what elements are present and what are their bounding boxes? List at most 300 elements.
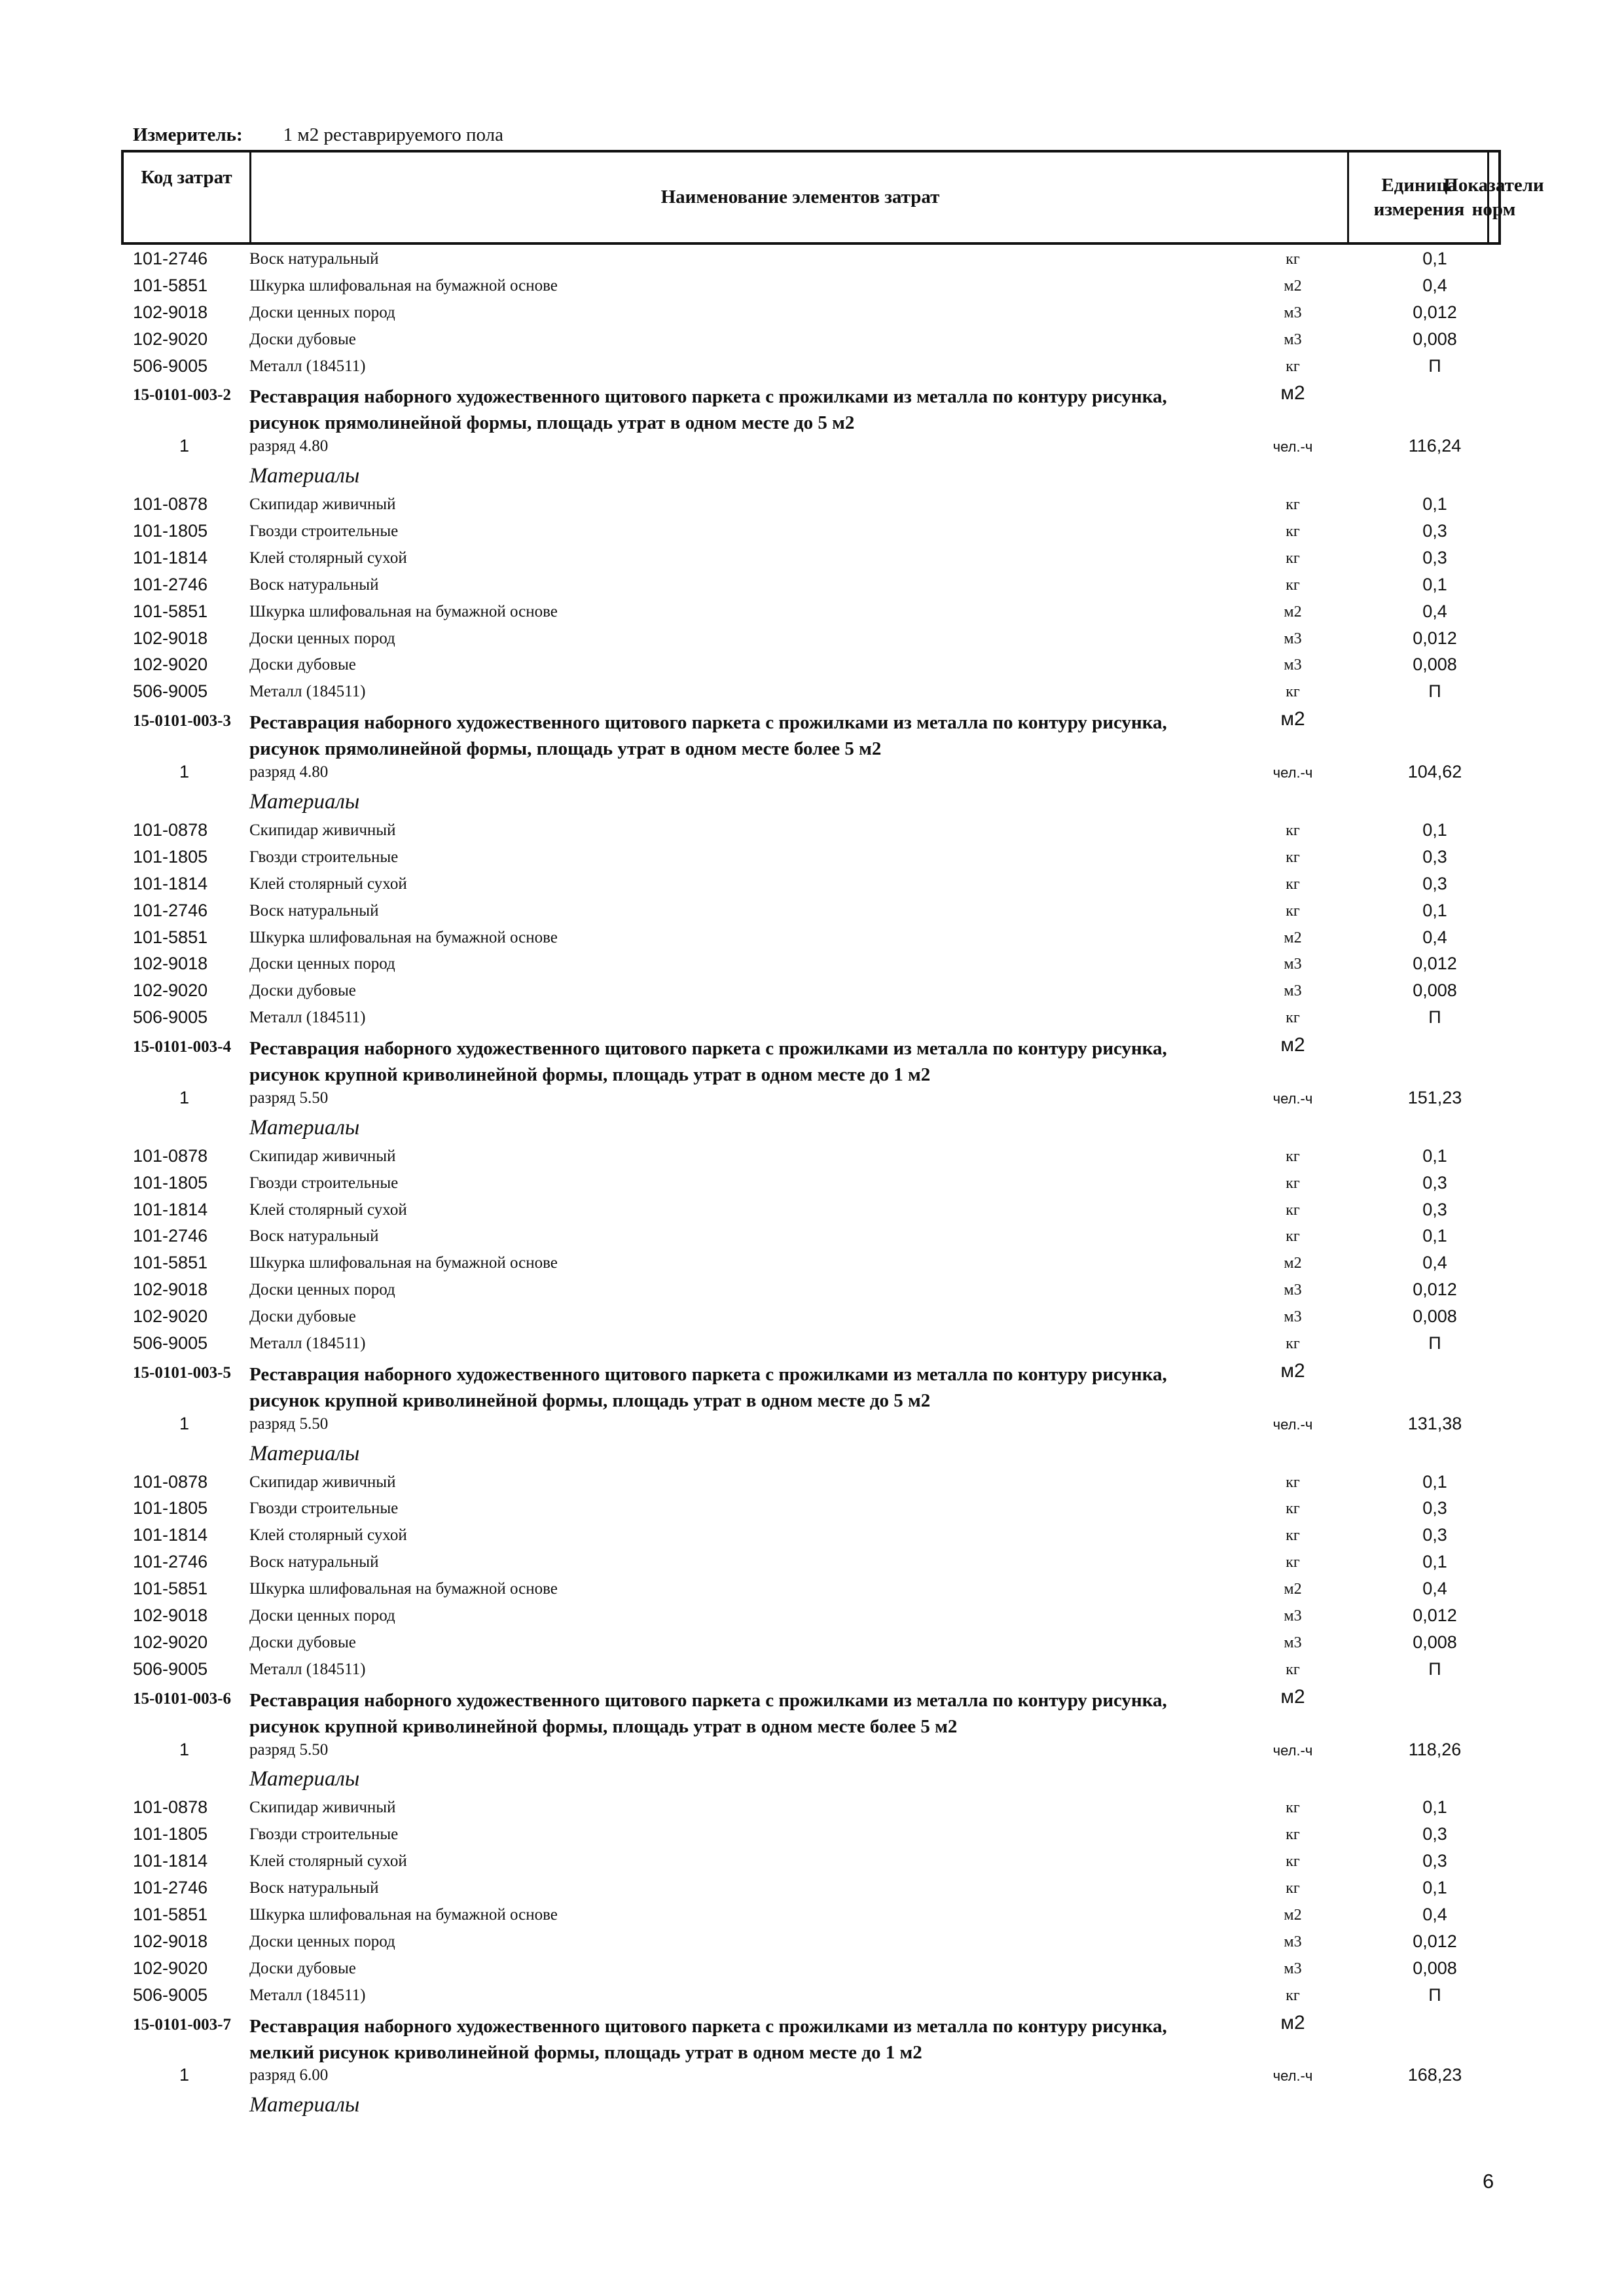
- table-row: [0, 626, 1624, 653]
- row-norm: 0,4: [1422, 1904, 1447, 1924]
- row-norm: 0,3: [1422, 1851, 1447, 1871]
- row-unit: кг: [1286, 576, 1300, 594]
- table-row: [0, 1304, 1624, 1331]
- row-norm: 0,012: [1413, 628, 1457, 648]
- row-unit: м2: [1280, 708, 1305, 730]
- row-unit: м3: [1284, 1933, 1302, 1950]
- table-row: [0, 1576, 1624, 1603]
- row-code: 101-2746: [133, 1226, 208, 1246]
- row-unit: м2: [1284, 603, 1302, 620]
- row-name: разряд 5.50: [249, 1088, 329, 1107]
- header-norm: Показатели норм: [1487, 152, 1498, 242]
- row-code: 102-9020: [133, 1306, 208, 1327]
- materials-heading: Материалы: [249, 2093, 360, 2117]
- row-name: Воск натуральный: [249, 1227, 379, 1246]
- row-unit: кг: [1286, 902, 1300, 920]
- row-unit: кг: [1286, 1986, 1300, 2004]
- labor-row: [0, 1411, 1624, 1438]
- table-row: [0, 1821, 1624, 1848]
- row-code: 15-0101-003-2: [133, 386, 231, 404]
- row-code: 101-1814: [133, 547, 208, 567]
- table-row: [0, 1549, 1624, 1576]
- row-norm: 0,008: [1413, 329, 1457, 349]
- table-body: [0, 246, 1624, 2121]
- row-unit: м2: [1284, 1255, 1302, 1272]
- row-name: Клей столярный сухой: [249, 1852, 407, 1871]
- row-unit: кг: [1286, 1500, 1300, 1518]
- row-unit: кг: [1286, 683, 1300, 701]
- row-norm: 0,1: [1422, 494, 1447, 514]
- section-row: [0, 380, 1624, 433]
- row-code: 101-5851: [133, 1904, 208, 1924]
- row-name: Скипидар живичный: [249, 1799, 396, 1817]
- row-unit: м2: [1284, 277, 1302, 295]
- row-code: 101-1805: [133, 846, 208, 867]
- row-unit: кг: [1286, 848, 1300, 866]
- row-name: Доски дубовые: [249, 1633, 356, 1651]
- row-name: Металл (184511): [249, 1986, 366, 2004]
- row-unit: чел.-ч: [1272, 1416, 1313, 1433]
- row-code: 101-5851: [133, 275, 208, 295]
- row-unit: м2: [1280, 382, 1305, 404]
- row-code: 506-9005: [133, 1984, 208, 2005]
- row-code: 101-2746: [133, 249, 208, 268]
- table-header: [121, 150, 1544, 245]
- row-unit: м3: [1284, 1960, 1302, 1977]
- table-row: [0, 492, 1624, 518]
- materials-heading-row: [0, 1763, 1624, 1795]
- table-row: [0, 572, 1624, 599]
- row-unit: м3: [1284, 1634, 1302, 1651]
- row-norm: 0,3: [1422, 521, 1447, 541]
- row-code: 101-2746: [133, 1878, 208, 1898]
- row-code: 101-1814: [133, 1525, 208, 1545]
- materials-heading: Материалы: [249, 1115, 360, 1139]
- table-row: [0, 1929, 1624, 1956]
- row-code: 1: [179, 2065, 190, 2085]
- row-name: Доски ценных пород: [249, 1932, 395, 1950]
- row-unit: кг: [1286, 1853, 1300, 1871]
- materials-heading: Материалы: [249, 1767, 360, 1791]
- row-norm: 0,1: [1422, 1226, 1447, 1246]
- row-norm: П: [1428, 355, 1441, 376]
- row-code: 101-0878: [133, 1145, 208, 1166]
- row-name: Металл (184511): [249, 1009, 366, 1027]
- row-norm: 0,4: [1422, 927, 1447, 947]
- row-name: Реставрация наборного художественного щитового паркета с прожилками из металла по контуру рисунка, мелкий рисунок криволинейной формы, площадь утрат в одном месте до 1 м2: [249, 2015, 1167, 2063]
- row-name: Металл (184511): [249, 683, 366, 701]
- row-code: 506-9005: [133, 1007, 208, 1028]
- row-name: Клей столярный сухой: [249, 1200, 407, 1219]
- section-row: [0, 1683, 1624, 1737]
- row-code: 1: [179, 1739, 190, 1759]
- table-row: [0, 951, 1624, 978]
- row-unit: м3: [1284, 1308, 1302, 1326]
- row-norm: 0,3: [1422, 846, 1447, 867]
- labor-row: [0, 2062, 1624, 2089]
- table-row: [0, 1522, 1624, 1549]
- row-code: 101-2746: [133, 574, 208, 594]
- section-row: [0, 706, 1624, 759]
- table-row: [0, 898, 1624, 925]
- row-code: 1: [179, 436, 190, 456]
- row-code: 102-9018: [133, 1280, 208, 1300]
- row-code: 15-0101-003-6: [133, 1689, 231, 1708]
- table-row: [0, 1005, 1624, 1031]
- row-unit: чел.-ч: [1272, 2068, 1313, 2085]
- row-name: Скипидар живичный: [249, 1147, 396, 1165]
- row-norm: 0,1: [1422, 900, 1447, 920]
- row-code: 101-0878: [133, 494, 208, 514]
- page-number: 6: [1483, 2170, 1494, 2193]
- row-norm: 0,008: [1413, 1632, 1457, 1652]
- row-code: 506-9005: [133, 1333, 208, 1353]
- materials-heading: Материалы: [249, 1441, 360, 1465]
- row-code: 506-9005: [133, 1659, 208, 1679]
- row-name: Доски ценных пород: [249, 303, 395, 321]
- materials-heading: Материалы: [249, 789, 360, 814]
- row-unit: кг: [1286, 821, 1300, 839]
- table-row: [0, 1956, 1624, 1982]
- row-norm: 0,4: [1422, 601, 1447, 621]
- row-norm: 0,4: [1422, 1579, 1447, 1599]
- row-code: 15-0101-003-7: [133, 2015, 231, 2034]
- table-row: [0, 353, 1624, 380]
- row-norm: 0,1: [1422, 1878, 1447, 1898]
- row-norm: 0,008: [1413, 980, 1457, 1001]
- row-code: 101-5851: [133, 927, 208, 947]
- row-name: Скипидар живичный: [249, 495, 396, 514]
- row-unit: чел.-ч: [1272, 1742, 1313, 1759]
- row-unit: кг: [1286, 1473, 1300, 1491]
- row-code: 102-9020: [133, 655, 208, 675]
- table-row: [0, 1277, 1624, 1304]
- row-name: Реставрация наборного художественного щитового паркета с прожилками из металла по контуру рисунка, рисунок крупной криволинейной формы, площадь утрат в одном месте до 5 м2: [249, 1363, 1167, 1411]
- row-code: 101-1814: [133, 873, 208, 893]
- row-norm: 0,012: [1413, 302, 1457, 322]
- row-name: Гвозди строительные: [249, 1499, 399, 1518]
- table-row: [0, 978, 1624, 1005]
- table-row: [0, 1795, 1624, 1821]
- row-name: Реставрация наборного художественного щитового паркета с прожилками из металла по контуру рисунка, рисунок крупной криволинейной формы, площадь утрат в одном месте до 1 м2: [249, 1038, 1167, 1086]
- row-norm: 0,3: [1422, 1172, 1447, 1193]
- table-row: [0, 652, 1624, 679]
- row-code: 102-9020: [133, 980, 208, 1001]
- row-code: 1: [179, 1087, 190, 1107]
- row-name: Реставрация наборного художественного щитового паркета с прожилками из металла по контуру рисунка, рисунок прямолинейной формы, площадь утрат в одном месте более 5 м2: [249, 712, 1167, 760]
- row-name: Воск натуральный: [249, 901, 379, 920]
- row-unit: кг: [1286, 1228, 1300, 1246]
- row-name: Воск натуральный: [249, 1553, 379, 1571]
- table-row: [0, 1170, 1624, 1197]
- row-code: 102-9018: [133, 954, 208, 974]
- row-code: 506-9005: [133, 681, 208, 702]
- table-row: [0, 871, 1624, 898]
- row-unit: кг: [1286, 1174, 1300, 1192]
- materials-heading-row: [0, 460, 1624, 492]
- row-name: Скипидар живичный: [249, 1473, 396, 1491]
- row-code: 101-5851: [133, 1579, 208, 1599]
- row-unit: кг: [1286, 1880, 1300, 1897]
- row-norm: 118,26: [1408, 1739, 1462, 1759]
- row-name: разряд 4.80: [249, 763, 329, 781]
- row-name: Гвозди строительные: [249, 522, 399, 541]
- row-norm: 0,3: [1422, 547, 1447, 567]
- row-norm: 151,23: [1407, 1087, 1462, 1107]
- row-name: Воск натуральный: [249, 250, 379, 268]
- row-norm: 0,008: [1413, 1306, 1457, 1327]
- row-norm: 0,1: [1422, 1145, 1447, 1166]
- row-norm: П: [1428, 681, 1441, 702]
- row-unit: кг: [1286, 1826, 1300, 1844]
- row-code: 101-0878: [133, 1471, 208, 1492]
- row-code: 102-9020: [133, 1632, 208, 1652]
- row-norm: 0,012: [1413, 1931, 1457, 1951]
- header-code: Код затрат: [141, 167, 232, 188]
- row-name: разряд 4.80: [249, 437, 329, 456]
- row-code: 101-5851: [133, 601, 208, 621]
- row-name: Доски дубовые: [249, 656, 356, 674]
- row-name: разряд 5.50: [249, 1740, 329, 1759]
- table-row: [0, 1223, 1624, 1250]
- row-norm: 0,012: [1413, 1280, 1457, 1300]
- row-code: 1: [179, 762, 190, 782]
- row-name: Металл (184511): [249, 1335, 366, 1352]
- section-row: [0, 1031, 1624, 1085]
- measure-value: 1 м2 реставрируемого пола: [283, 124, 503, 145]
- row-name: Реставрация наборного художественного щитового паркета с прожилками из металла по контуру рисунка, рисунок прямолинейной формы, площадь утрат в одном месте до 5 м2: [249, 386, 1167, 434]
- row-code: 101-0878: [133, 819, 208, 840]
- row-name: Скипидар живичный: [249, 821, 396, 839]
- row-unit: кг: [1286, 1009, 1300, 1027]
- row-norm: 0,1: [1422, 819, 1447, 840]
- row-name: Доски ценных пород: [249, 955, 395, 973]
- row-name: разряд 5.50: [249, 1414, 329, 1433]
- table-row: [0, 327, 1624, 353]
- row-norm: 0,3: [1422, 1199, 1447, 1219]
- row-code: 101-1814: [133, 1851, 208, 1871]
- row-name: Металл (184511): [249, 1660, 366, 1678]
- row-unit: кг: [1286, 523, 1300, 541]
- row-name: Шкурка шлифовальная на бумажной основе: [249, 928, 558, 946]
- row-unit: м3: [1284, 956, 1302, 973]
- row-code: 102-9018: [133, 1931, 208, 1951]
- table-row: [0, 1496, 1624, 1522]
- row-unit: кг: [1286, 357, 1300, 375]
- table-row: [0, 1657, 1624, 1683]
- row-norm: 0,012: [1413, 954, 1457, 974]
- row-norm: 0,3: [1422, 1824, 1447, 1844]
- row-unit: м3: [1284, 1607, 1302, 1625]
- row-unit: чел.-ч: [1272, 439, 1313, 456]
- row-name: Доски ценных пород: [249, 1281, 395, 1299]
- row-name: Клей столярный сухой: [249, 548, 407, 567]
- row-norm: 0,3: [1422, 873, 1447, 893]
- row-code: 101-1814: [133, 1199, 208, 1219]
- row-unit: кг: [1286, 875, 1300, 893]
- row-code: 15-0101-003-4: [133, 1038, 231, 1056]
- materials-heading-row: [0, 1112, 1624, 1143]
- row-code: 101-5851: [133, 1253, 208, 1273]
- row-name: Доски дубовые: [249, 982, 356, 1000]
- row-unit: чел.-ч: [1272, 1090, 1313, 1107]
- labor-row: [0, 1085, 1624, 1112]
- row-unit: м3: [1284, 982, 1302, 1000]
- row-unit: кг: [1286, 1554, 1300, 1571]
- row-name: Гвозди строительные: [249, 1174, 399, 1192]
- row-name: Шкурка шлифовальная на бумажной основе: [249, 1905, 558, 1924]
- row-name: Шкурка шлифовальная на бумажной основе: [249, 602, 558, 620]
- row-name: Доски ценных пород: [249, 629, 395, 647]
- row-unit: кг: [1286, 1527, 1300, 1545]
- table-row: [0, 844, 1624, 871]
- row-name: Реставрация наборного художественного щитового паркета с прожилками из металла по контуру рисунка, рисунок крупной криволинейной формы, площадь утрат в одном месте более 5 м2: [249, 1689, 1167, 1737]
- row-unit: м2: [1280, 1034, 1305, 1056]
- row-code: 102-9018: [133, 302, 208, 322]
- row-unit: кг: [1286, 496, 1300, 514]
- table-row: [0, 1331, 1624, 1357]
- row-code: 102-9018: [133, 628, 208, 648]
- row-norm: П: [1428, 1007, 1441, 1028]
- table-row: [0, 1250, 1624, 1277]
- row-name: Клей столярный сухой: [249, 1526, 407, 1545]
- row-code: 101-2746: [133, 900, 208, 920]
- row-norm: П: [1428, 1659, 1441, 1679]
- row-unit: м2: [1284, 929, 1302, 946]
- row-name: разряд 6.00: [249, 2066, 329, 2085]
- section-row: [0, 1357, 1624, 1411]
- section-row: [0, 2009, 1624, 2063]
- row-unit: м2: [1280, 1685, 1305, 1708]
- materials-heading-row: [0, 2089, 1624, 2121]
- table-row: [0, 518, 1624, 545]
- row-unit: м3: [1284, 331, 1302, 348]
- row-name: Гвозди строительные: [249, 1825, 399, 1844]
- table-row: [0, 1982, 1624, 2009]
- table-row: [0, 545, 1624, 572]
- row-unit: м3: [1284, 1282, 1302, 1299]
- table-row: [0, 1902, 1624, 1929]
- row-norm: 0,1: [1422, 1797, 1447, 1818]
- row-name: Доски ценных пород: [249, 1607, 395, 1625]
- measure-label: Измеритель:: [133, 124, 243, 145]
- row-unit: кг: [1286, 1335, 1300, 1352]
- row-norm: 0,1: [1422, 1552, 1447, 1572]
- table-row: [0, 1630, 1624, 1657]
- row-unit: м3: [1284, 656, 1302, 674]
- table-row: [0, 817, 1624, 844]
- row-norm: 0,1: [1422, 1471, 1447, 1492]
- table-row: [0, 925, 1624, 952]
- row-code: 506-9005: [133, 355, 208, 376]
- row-code: 15-0101-003-5: [133, 1363, 231, 1382]
- table-row: [0, 1469, 1624, 1496]
- row-norm: П: [1428, 1984, 1441, 2005]
- table-row: [0, 1197, 1624, 1224]
- table-row: [0, 1143, 1624, 1170]
- materials-heading: Материалы: [249, 464, 360, 488]
- table-row: [0, 300, 1624, 327]
- row-name: Доски дубовые: [249, 330, 356, 348]
- row-norm: 0,4: [1422, 1253, 1447, 1273]
- labor-row: [0, 433, 1624, 460]
- row-unit: м3: [1284, 630, 1302, 647]
- row-unit: кг: [1286, 1147, 1300, 1165]
- row-name: Воск натуральный: [249, 1879, 379, 1897]
- row-unit: м2: [1280, 2011, 1305, 2034]
- table-row: [0, 273, 1624, 300]
- row-code: 101-1805: [133, 1824, 208, 1844]
- row-norm: П: [1428, 1333, 1441, 1353]
- row-norm: 0,3: [1422, 1525, 1447, 1545]
- labor-row: [0, 759, 1624, 786]
- header-unit: Единица измерения: [1347, 152, 1489, 242]
- row-name: Металл (184511): [249, 357, 366, 375]
- row-name: Шкурка шлифовальная на бумажной основе: [249, 1580, 558, 1598]
- row-name: Шкурка шлифовальная на бумажной основе: [249, 276, 558, 295]
- row-norm: 0,008: [1413, 1958, 1457, 1978]
- table-row: [0, 1875, 1624, 1902]
- row-norm: 0,1: [1422, 249, 1447, 268]
- table-row: [0, 599, 1624, 626]
- row-norm: 0,1: [1422, 574, 1447, 594]
- row-code: 101-0878: [133, 1797, 208, 1818]
- row-unit: м3: [1284, 304, 1302, 321]
- row-norm: 0,4: [1422, 275, 1447, 295]
- row-code: 101-1805: [133, 1498, 208, 1518]
- row-norm: 0,008: [1413, 655, 1457, 675]
- row-unit: кг: [1286, 1660, 1300, 1678]
- row-unit: м2: [1284, 1906, 1302, 1924]
- row-norm: 168,23: [1407, 2065, 1462, 2085]
- row-norm: 0,012: [1413, 1605, 1457, 1626]
- row-norm: 0,3: [1422, 1498, 1447, 1518]
- table-row: [0, 679, 1624, 706]
- materials-heading-row: [0, 786, 1624, 817]
- row-unit: чел.-ч: [1272, 764, 1313, 781]
- row-unit: кг: [1286, 1201, 1300, 1219]
- table-row: [0, 1848, 1624, 1875]
- row-name: Доски дубовые: [249, 1308, 356, 1326]
- row-norm: 104,62: [1407, 762, 1462, 782]
- row-name: Гвозди строительные: [249, 848, 399, 866]
- row-unit: кг: [1286, 1799, 1300, 1817]
- table-row: [0, 1603, 1624, 1630]
- row-code: 102-9020: [133, 329, 208, 349]
- row-norm: 116,24: [1408, 436, 1462, 456]
- row-name: Клей столярный сухой: [249, 874, 407, 893]
- row-unit: кг: [1286, 549, 1300, 567]
- measure-line: [133, 124, 503, 146]
- row-unit: м2: [1280, 1359, 1305, 1382]
- row-code: 101-1805: [133, 1172, 208, 1193]
- row-code: 102-9020: [133, 1958, 208, 1978]
- row-code: 1: [179, 1413, 190, 1433]
- materials-heading-row: [0, 1438, 1624, 1469]
- row-unit: кг: [1286, 251, 1300, 268]
- row-unit: м2: [1284, 1581, 1302, 1598]
- header-name: Наименование элементов затрат: [249, 152, 1349, 242]
- labor-row: [0, 1737, 1624, 1764]
- row-norm: 131,38: [1407, 1413, 1462, 1433]
- row-code: 15-0101-003-3: [133, 712, 231, 730]
- row-code: 101-1805: [133, 521, 208, 541]
- row-name: Воск натуральный: [249, 575, 379, 594]
- row-name: Шкурка шлифовальная на бумажной основе: [249, 1254, 558, 1272]
- row-code: 101-2746: [133, 1552, 208, 1572]
- row-code: 102-9018: [133, 1605, 208, 1626]
- table-row: [0, 246, 1624, 273]
